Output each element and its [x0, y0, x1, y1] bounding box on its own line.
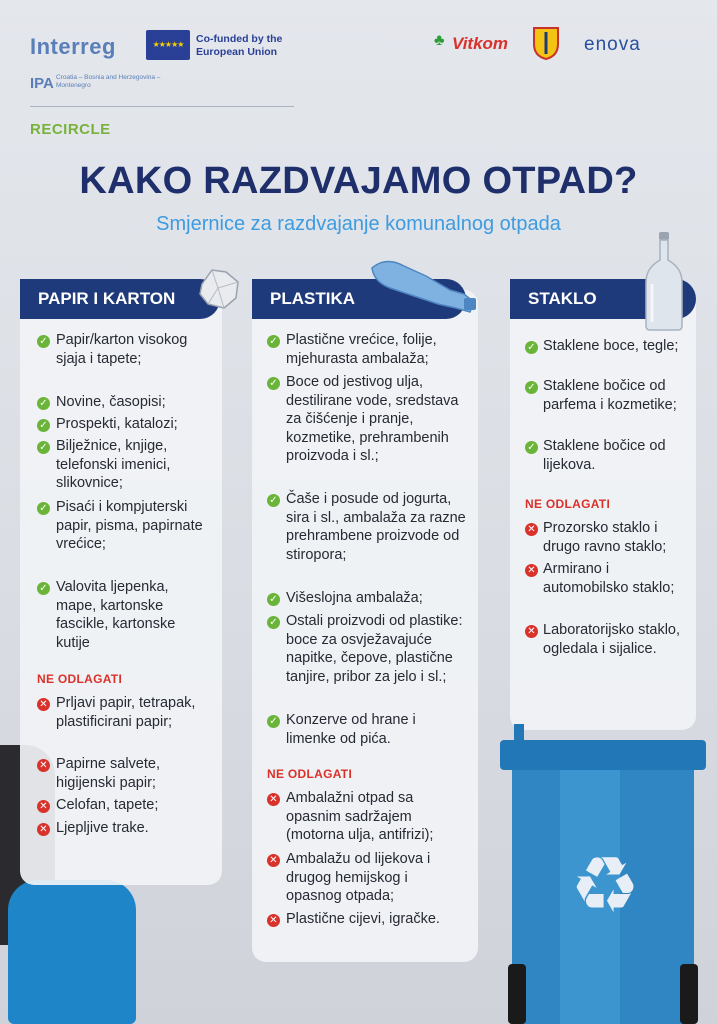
plastic-header: PLASTIKA	[252, 279, 466, 319]
bin-wheel	[680, 964, 698, 1024]
check-circle-icon: ✓	[267, 616, 280, 629]
x-circle-icon: ✕	[267, 854, 280, 867]
glass-ok-item: Staklene boce, tegle;	[543, 338, 679, 354]
ipa-subtitle: Croatia – Bosnia and Herzegovina – Montenegro	[56, 74, 161, 89]
paper-ok-item: Novine, časopisi;	[56, 394, 166, 410]
check-circle-icon: ✓	[37, 397, 50, 410]
glass-ok-item: Staklene bočice od parfema i kozmetike;	[543, 378, 677, 413]
glass-no-item: Laboratorijsko staklo, ogledala i sijalice.	[543, 622, 681, 657]
plastic-no-item: Ambalažni otpad sa opasnim sadržajem (motorna ulja, antifrizi);	[286, 790, 434, 843]
check-circle-icon: ✓	[267, 593, 280, 606]
check-circle-icon: ✓	[37, 441, 50, 454]
glass-header: STAKLO	[510, 279, 696, 319]
bin-wheel	[508, 964, 526, 1024]
glass-ok-item: Staklene bočice od lijekova.	[543, 438, 666, 473]
plastic-no-item: Plastične cijevi, igračke.	[286, 911, 440, 927]
paper-no-item: Papirne salvete, higijenski papir;	[56, 756, 160, 791]
check-circle-icon: ✓	[37, 502, 50, 515]
plastic-do-not-dispose-label: NE ODLAGATI	[267, 767, 353, 781]
paper-ok-item: Valovita ljepenka, mape, kartonske fascikle, kartonske kutije	[56, 579, 176, 651]
paper-header: PAPIR I KARTON	[20, 279, 220, 319]
eu-stars-icon: ★★★★★	[152, 40, 184, 49]
coat-of-arms-icon	[532, 26, 560, 60]
clover-icon: ♣	[434, 32, 445, 49]
paper-ok-item: Papir/karton visokog sjaja i tapete;	[56, 332, 188, 367]
crushed-plastic-bottle-image	[366, 254, 478, 316]
glass-no-item: Prozorsko staklo i drugo ravno staklo;	[543, 520, 667, 555]
plastic-ok-item: Višeslojna ambalaža;	[286, 590, 423, 606]
glass-do-not-dispose-label: NE ODLAGATI	[525, 497, 611, 511]
x-circle-icon: ✕	[267, 914, 280, 927]
plastic-ok-item: Konzerve od hrane i limenke od pića.	[286, 712, 416, 747]
x-circle-icon: ✕	[37, 800, 50, 813]
plastic-ok-item: Boce od jestivog ulja, destilirane vode, sredstava za čišćenje i pranje, kozmetike, prehrambenih proizvoda i sl.;	[286, 374, 459, 464]
cofunded-text: Co-funded by the European Union	[196, 33, 283, 58]
check-circle-icon: ✓	[267, 377, 280, 390]
check-circle-icon: ✓	[267, 715, 280, 728]
enova-logo: enova	[584, 34, 641, 55]
x-circle-icon: ✕	[37, 759, 50, 772]
x-circle-icon: ✕	[37, 698, 50, 711]
glass-bottle-image	[642, 230, 686, 332]
header-divider	[30, 106, 294, 107]
ipa-logo: IPA	[30, 75, 54, 92]
check-circle-icon: ✓	[37, 582, 50, 595]
vitkom-logo: Vitkom	[452, 34, 509, 53]
interreg-logo: Interreg	[30, 34, 116, 59]
blue-plastic-bag-image	[8, 880, 136, 1024]
check-circle-icon: ✓	[525, 381, 538, 394]
plastic-no-item: Ambalažu od lijekova i drugog hemijskog i opasnog otpada;	[286, 851, 431, 904]
page-title: KAKO RAZDVAJAMO OTPAD?	[79, 160, 638, 202]
paper-ok-item: Pisaći i kompjuterski papir, pisma, papirnate vrećice;	[56, 499, 203, 552]
plastic-ok-item: Čaše i posude od jogurta, sira i sl., ambalaža za razne prehrambene proizvode od stiropora;	[286, 491, 466, 563]
paper-no-item: Ljepljive trake.	[56, 820, 149, 836]
check-circle-icon: ✓	[37, 335, 50, 348]
paper-ok-item: Prospekti, katalozi;	[56, 416, 178, 432]
paper-do-not-dispose-label: NE ODLAGATI	[37, 672, 123, 686]
paper-no-item: Celofan, tapete;	[56, 797, 159, 813]
x-circle-icon: ✕	[525, 625, 538, 638]
crumpled-paper-image	[196, 264, 244, 312]
paper-ok-item: Bilježnice, knjige, telefonski imenici, slikovnice;	[56, 438, 171, 491]
page-subtitle: Smjernice za razdvajanje komunalnog otpada	[156, 213, 561, 235]
x-circle-icon: ✕	[525, 564, 538, 577]
glass-no-item: Armirano i automobilsko staklo;	[543, 561, 675, 596]
check-circle-icon: ✓	[525, 441, 538, 454]
paper-no-item: Prljavi papir, tetrapak, plastificirani papir;	[56, 695, 196, 730]
recycle-icon: ♻	[570, 841, 640, 929]
check-circle-icon: ✓	[37, 419, 50, 432]
x-circle-icon: ✕	[37, 823, 50, 836]
check-circle-icon: ✓	[267, 494, 280, 507]
x-circle-icon: ✕	[267, 793, 280, 806]
check-circle-icon: ✓	[267, 335, 280, 348]
x-circle-icon: ✕	[525, 523, 538, 536]
bin-lid	[500, 740, 706, 770]
check-circle-icon: ✓	[525, 341, 538, 354]
project-name: RECIRCLE	[30, 121, 111, 138]
plastic-ok-item: Plastične vrećice, folije, mjehurasta ambalaža;	[286, 332, 437, 367]
plastic-ok-item: Ostali proizvodi od plastike: boce za osvježavajuće napitke, čepove, plastične tanjire, pribor za jelo i sl.;	[286, 613, 463, 685]
